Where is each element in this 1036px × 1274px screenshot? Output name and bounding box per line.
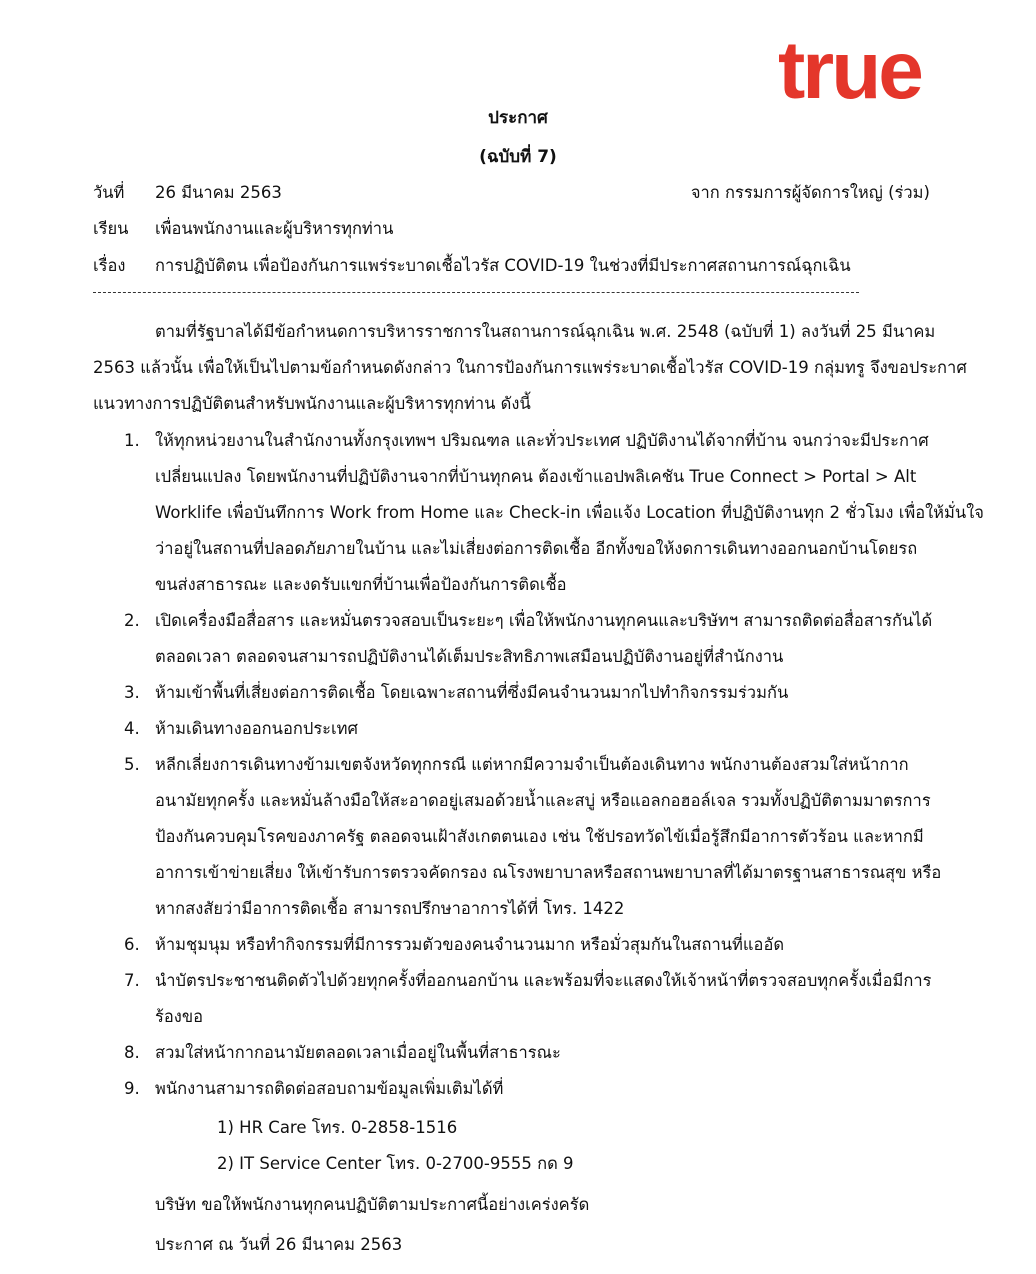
item-line: ห้ามเดินทางออกนอกประเทศ (155, 719, 359, 738)
item-number: 6. (124, 935, 140, 954)
closing-request: บริษัท ขอให้พนักงานทุกคนปฏิบัติตามประกาศนี้อย่างเคร่งครัด (155, 1195, 590, 1214)
date-label: วันที่ (93, 183, 125, 202)
list-item (155, 675, 945, 711)
item-line: หากสงสัยว่ามีอาการติดเชื้อ สามารถปรึกษาอาการได้ที่ โทร. 1422 (155, 899, 625, 918)
contact-hr-care: 1) HR Care โทร. 0-2858-1516 (217, 1118, 458, 1137)
to-value: เพื่อนพนักงานและผู้บริหารทุกท่าน (155, 219, 394, 238)
to-label: เรียน (93, 219, 129, 238)
item-number: 1. (124, 431, 140, 450)
from-line: จาก กรรมการผู้จัดการใหญ่ (ร่วม) (690, 183, 930, 202)
item-number: 5. (124, 755, 140, 774)
item-line: เปิดเครื่องมือสื่อสาร และหมั่นตรวจสอบเป็นระยะๆ เพื่อให้พนักงานทุกคนและบริษัทฯ สามารถติดต่อสื่อสารกันได้ (155, 611, 933, 630)
date-value: 26 มีนาคม 2563 (155, 183, 282, 202)
item-number: 7. (124, 971, 140, 990)
item-line: อาการเข้าข่ายเสี่ยง ให้เข้ารับการตรวจคัดกรอง ณโรงพยาบาลหรือสถานพยาบาลที่ได้มาตรฐานสาธารณสุข หรือ (155, 863, 942, 882)
item-number: 8. (124, 1043, 140, 1062)
intro-paragraph (93, 314, 967, 422)
intro-line: 2563 แล้วนั้น เพื่อให้เป็นไปตามข้อกำหนดดังกล่าว ในการป้องกันการแพร่ระบาดเชื้อไวรัส COVID-19 กลุ่มทรู จึงขอประกาศ (93, 358, 967, 377)
list-item (155, 711, 945, 747)
item-line: สวมใส่หน้ากากอนามัยตลอดเวลาเมื่ออยู่ในพื้นที่สาธารณะ (155, 1043, 561, 1062)
list-item (155, 927, 945, 963)
subject-label: เรื่อง (93, 256, 126, 275)
list-item (155, 423, 984, 603)
list-item (155, 1035, 945, 1071)
list-item (155, 963, 945, 1035)
item-number: 3. (124, 683, 140, 702)
item-line: พนักงานสามารถติดต่อสอบถามข้อมูลเพิ่มเติมได้ที่ (155, 1079, 504, 1098)
item-line: ห้ามชุมนุม หรือทำกิจกรรมที่มีการรวมตัวของคนจำนวนมาก หรือมั่วสุมกันในสถานที่แออัด (155, 935, 785, 954)
item-line: ตลอดเวลา ตลอดจนสามารถปฏิบัติงานได้เต็มประสิทธิภาพเสมือนปฏิบัติงานอยู่ที่สำนักงาน (155, 647, 784, 666)
item-line: ขนส่งสาธารณะ และงดรับแขกที่บ้านเพื่อป้องกันการติดเชื้อ (155, 575, 567, 594)
list-item (155, 747, 945, 927)
item-line: อนามัยทุกครั้ง และหมั่นล้างมือให้สะอาดอยู่เสมอด้วยน้ำและสบู่ หรือแอลกอฮอล์เจล รวมทั้งปฏิบัติตามมาตรการ (155, 791, 931, 810)
announcement-date: ประกาศ ณ วันที่ 26 มีนาคม 2563 (155, 1235, 403, 1254)
edition-number: (ฉบับที่ 7) (479, 147, 557, 167)
item-line: ร้องขอ (155, 1007, 204, 1026)
document-title: ประกาศ (488, 108, 548, 128)
subject-value: การปฏิบัติตน เพื่อป้องกันการแพร่ระบาดเชื้อไวรัส COVID-19 ในช่วงที่มีประกาศสถานการณ์ฉุกเฉิน (155, 256, 851, 275)
item-number: 4. (124, 719, 140, 738)
dashed-divider (93, 292, 859, 293)
true-logo: true (778, 25, 921, 116)
list-item (155, 603, 945, 675)
item-line: หลีกเลี่ยงการเดินทางข้ามเขตจังหวัดทุกกรณี แต่หากมีความจำเป็นต้องเดินทาง พนักงานต้องสวมใส่หน้ากาก (155, 755, 909, 774)
intro-line: แนวทางการปฏิบัติตนสำหรับพนักงานและผู้บริหารทุกท่าน ดังนี้ (93, 394, 531, 413)
item-number: 2. (124, 611, 140, 630)
item-line: ป้องกันควบคุมโรคของภาครัฐ ตลอดจนเฝ้าสังเกตตนเอง เช่น ใช้ปรอทวัดไข้เมื่อรู้สึกมีอาการตัวร้อน และหากมี (155, 827, 924, 846)
intro-line: ตามที่รัฐบาลได้มีข้อกำหนดการบริหารราชการในสถานการณ์ฉุกเฉิน พ.ศ. 2548 (ฉบับที่ 1) ลงวันที่ 25 มีนาคม (155, 322, 936, 341)
contact-it-service: 2) IT Service Center โทร. 0-2700-9555 กด 9 (217, 1154, 574, 1173)
item-line: ว่าอยู่ในสถานที่ปลอดภัยภายในบ้าน และไม่เสี่ยงต่อการติดเชื้อ อีกทั้งขอให้งดการเดินทางออกนอกบ้านโดยรถ (155, 539, 918, 558)
item-line: นำบัตรประชาชนติดตัวไปด้วยทุกครั้งที่ออกนอกบ้าน และพร้อมที่จะแสดงให้เจ้าหน้าที่ตรวจสอบทุกครั้งเมื่อมีการ (155, 971, 932, 990)
item-number: 9. (124, 1079, 140, 1098)
item-line: Worklife เพื่อบันทึกการ Work from Home และ Check-in เพื่อแจ้ง Location ที่ปฏิบัติงานทุก 2 ชั่วโมง เพื่อให้มั่นใจ (155, 503, 984, 522)
list-item (155, 1071, 945, 1107)
item-line: ห้ามเข้าพื้นที่เสี่ยงต่อการติดเชื้อ โดยเฉพาะสถานที่ซึ่งมีคนจำนวนมากไปทำกิจกรรมร่วมกัน (155, 683, 789, 702)
item-line: เปลี่ยนแปลง โดยพนักงานที่ปฏิบัติงานจากที่บ้านทุกคน ต้องเข้าแอปพลิเคชัน True Connect > Portal > Alt (155, 467, 917, 486)
item-line: ให้ทุกหน่วยงานในสำนักงานทั้งกรุงเทพฯ ปริมณฑล และทั่วประเทศ ปฏิบัติงานได้จากที่บ้าน จนกว่าจะมีประกาศ (155, 431, 929, 450)
